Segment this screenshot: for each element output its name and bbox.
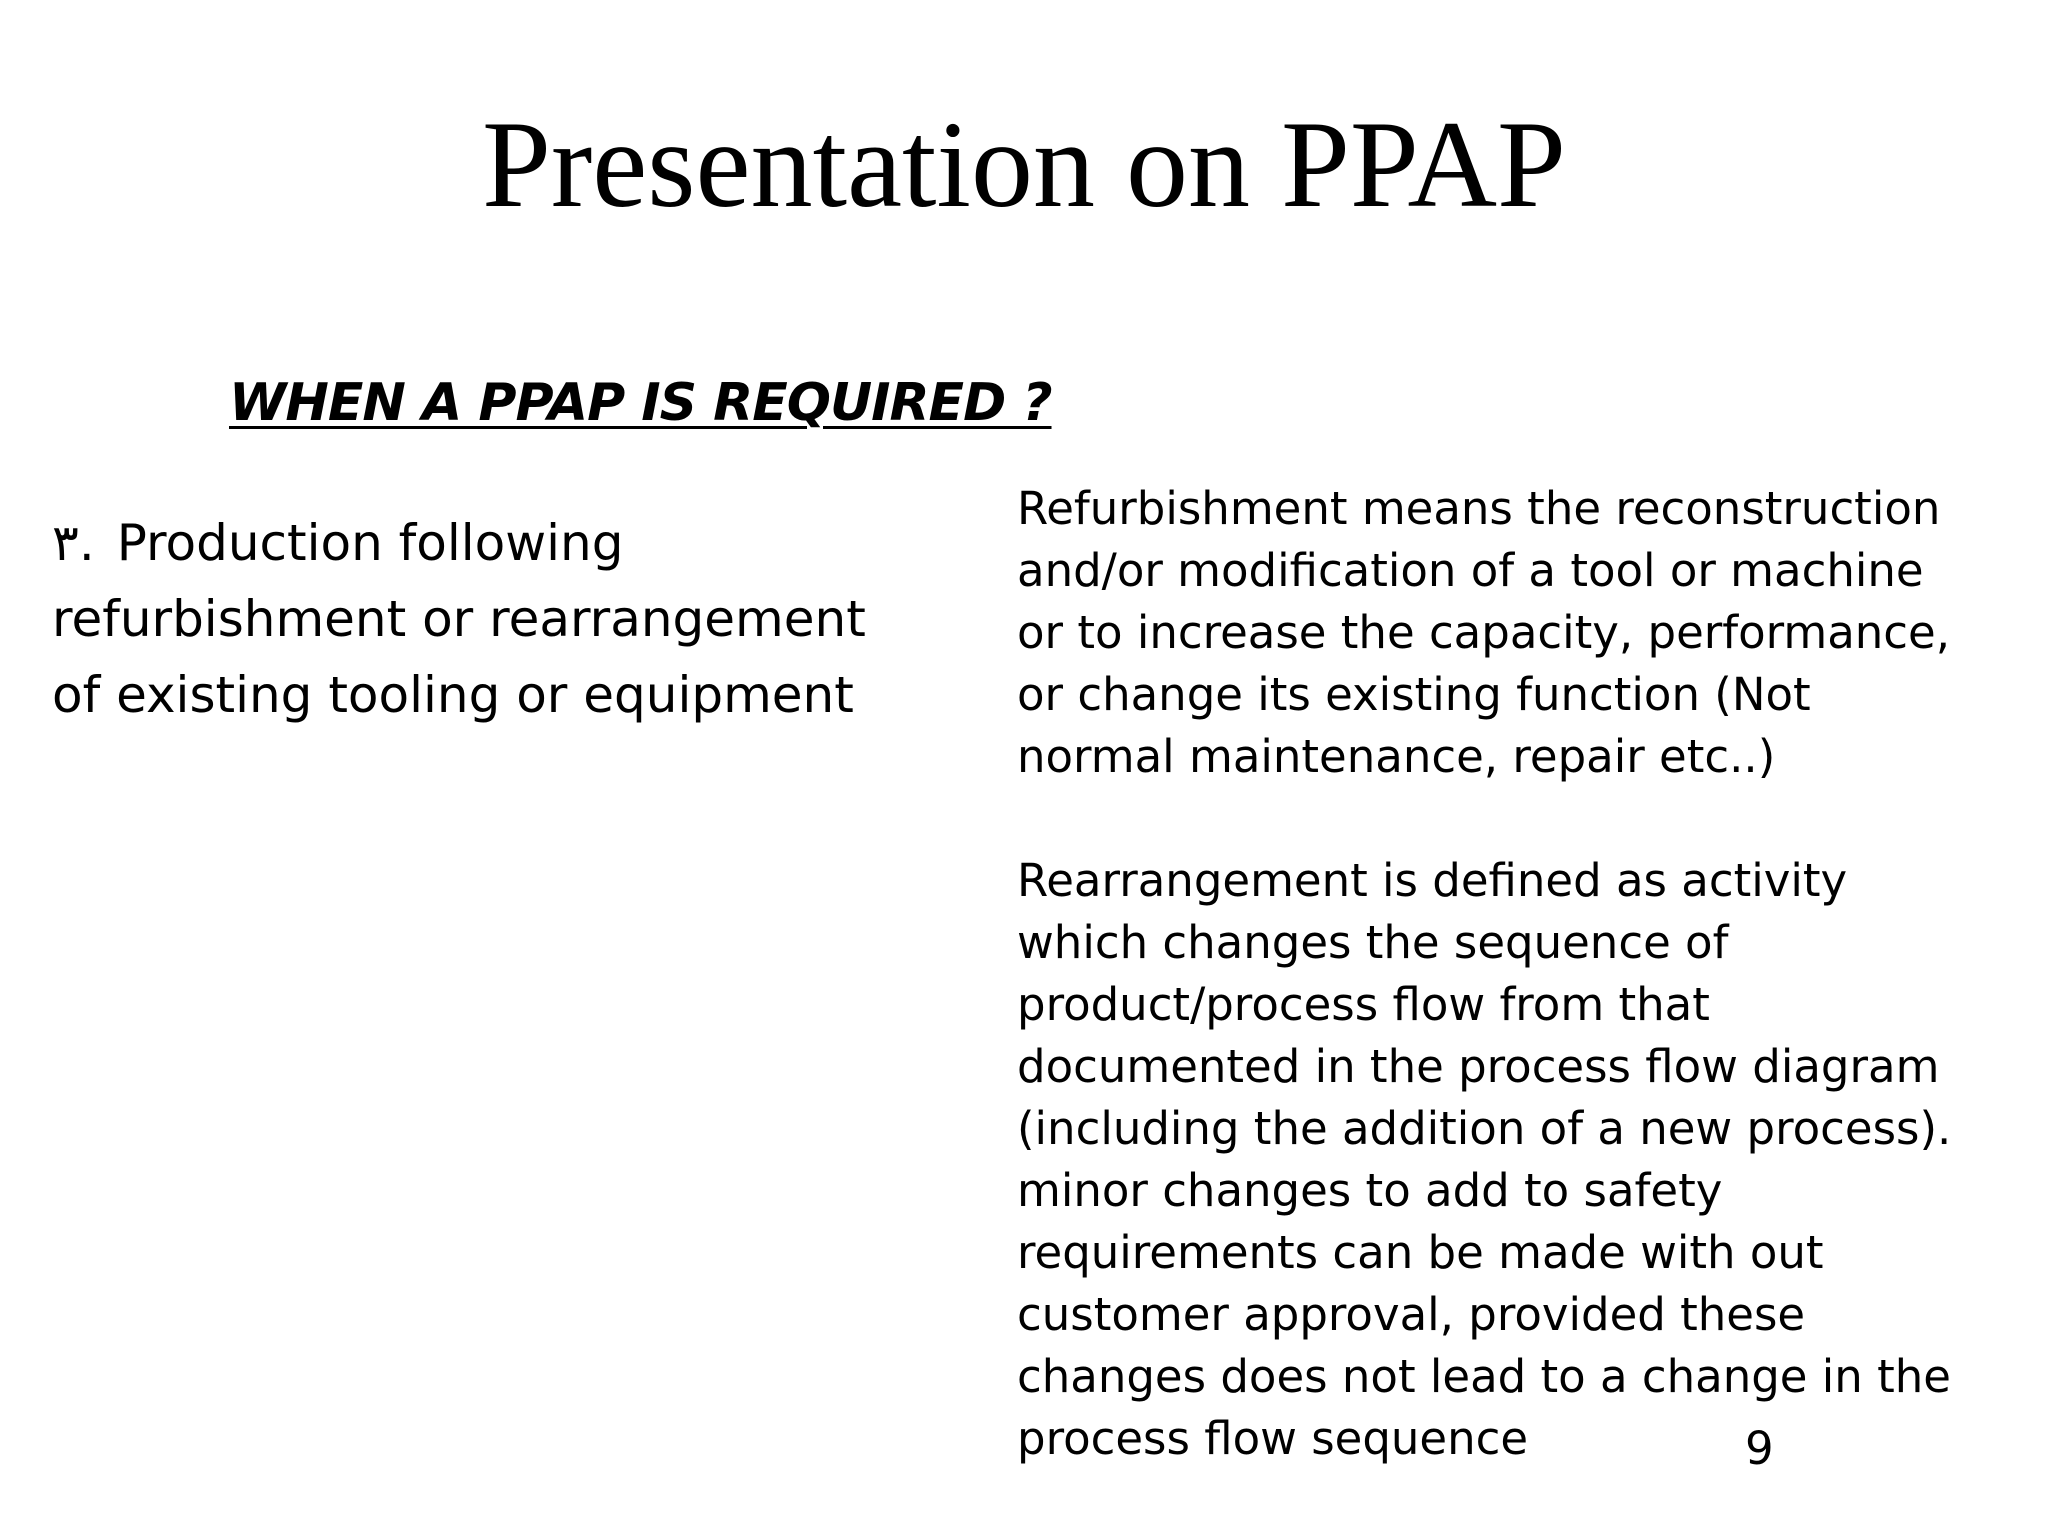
text-line: product/process flow from that xyxy=(1017,978,1710,1031)
left-column xyxy=(52,505,952,733)
page-number: 9 xyxy=(1745,1422,1774,1475)
left-line-3: of existing tooling or equipment xyxy=(52,666,854,724)
text-line: process flow sequence xyxy=(1017,1412,1529,1465)
rearrangement-definition xyxy=(1017,850,2037,1470)
text-line: or to increase the capacity, performance, xyxy=(1017,606,1951,659)
text-line: requirements can be made with out xyxy=(1017,1226,1824,1279)
text-line: or change its existing function (Not xyxy=(1017,668,1811,721)
text-line: Refurbishment means the reconstruction xyxy=(1017,482,1941,535)
text-line: changes does not lead to a change in the xyxy=(1017,1350,1951,1403)
item-number: ٣. xyxy=(52,514,95,572)
text-line: (including the addition of a new process). xyxy=(1017,1102,1952,1155)
slide-title: Presentation on PPAP xyxy=(481,96,1567,233)
refurbishment-definition xyxy=(1017,478,2037,788)
section-heading: WHEN A PPAP IS REQUIRED ? xyxy=(229,373,1052,433)
right-column xyxy=(1017,478,2037,1470)
text-line: normal maintenance, repair etc..) xyxy=(1017,730,1776,783)
text-line: Rearrangement is defined as activity xyxy=(1017,854,1848,907)
text-line: minor changes to add to safety xyxy=(1017,1164,1723,1217)
text-line: documented in the process flow diagram xyxy=(1017,1040,1940,1093)
left-line-text: Production following xyxy=(116,514,624,572)
text-line: customer approval, provided these xyxy=(1017,1288,1806,1341)
left-line-2: refurbishment or rearrangement xyxy=(52,590,866,648)
left-line-1 xyxy=(52,505,952,581)
text-line: which changes the sequence of xyxy=(1017,916,1729,969)
text-line: and/or modification of a tool or machine xyxy=(1017,544,1924,597)
